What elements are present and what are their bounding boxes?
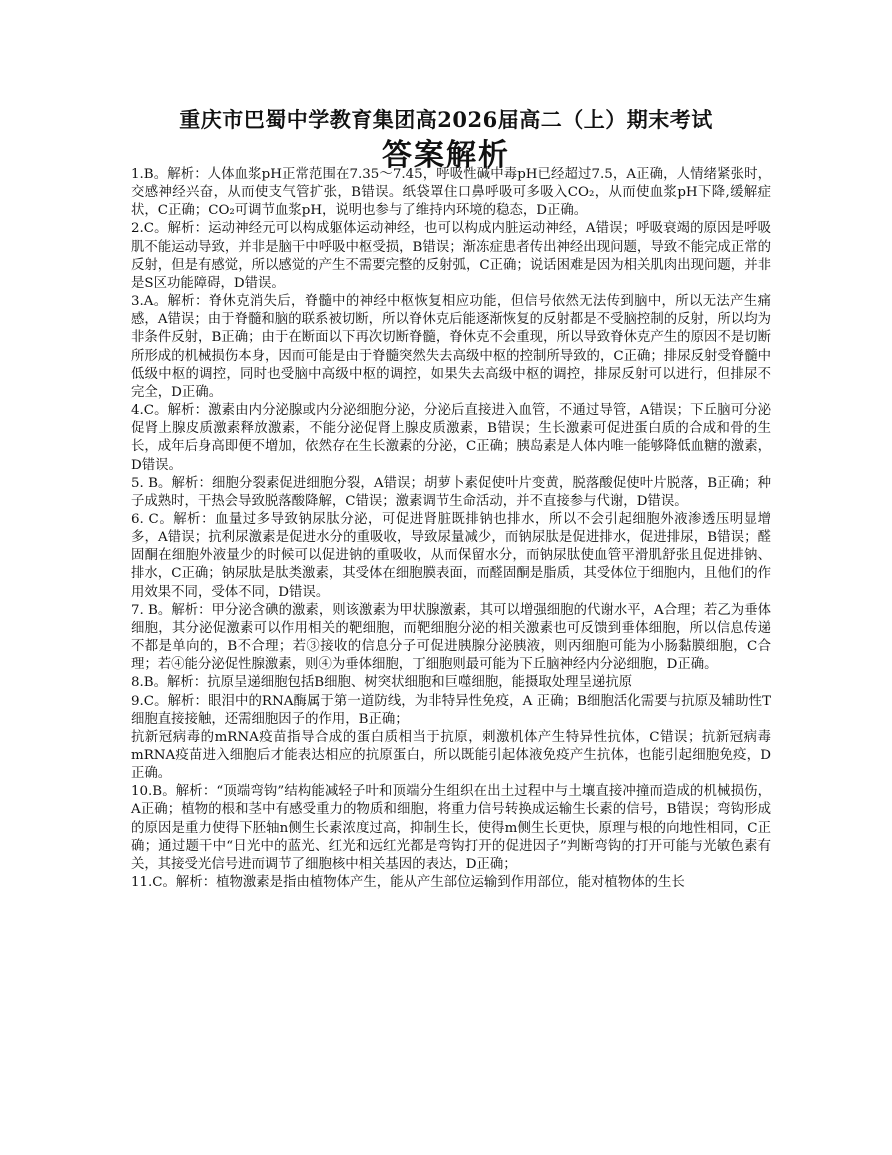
answer-paragraph-9: 9.C。解析：眼泪中的RNA酶属于第一道防线，为非特异性免疫，A 正确；B细胞活化需要与抗原及辅助性T细胞直接接触，还需细胞因子的作用，B正确；	[131, 693, 771, 727]
answer-paragraph-7: 7. B。解析：甲分泌含碘的激素，则该激素为甲状腺激素，其可以增强细胞的代谢水平，A合理；若乙为垂体细胞，其分泌促激素可以作用相关的靶细胞，而靶细胞分泌的相关激素也可反馈到垂体细胞，所以信息传递不都是单向的，B不合理；若③接收的信息分子可促进胰腺分泌胰液，则丙细胞可能为小肠黏膜细胞，C合理；若④能分泌促性腺激素，则④为垂体细胞，丁细胞则最可能为下丘脑神经内分泌细胞，D正确。	[131, 602, 771, 673]
answer-body	[131, 166, 771, 892]
answer-paragraph-9-continued: 抗新冠病毒的mRNA疫苗指导合成的蛋白质相当于抗原，刺激机体产生特异性抗体，C错误；抗新冠病毒mRNA疫苗进入细胞后才能表达相应的抗原蛋白，所以既能引起体液免疫产生抗体，也能引起细胞免疫，D正确。	[131, 729, 771, 782]
answer-paragraph-11: 11.C。解析：植物激素是指由植物体产生，能从产生部位运输到作用部位，能对植物体的生长	[131, 875, 685, 891]
answer-paragraph-1: 1.B。解析：人体血浆pH正常范围在7.35～7.45，呼吸性碱中毒pH已经超过7.5，A正确，人情绪紧张时，交感神经兴奋，从而使支气管扩张，B错误。纸袋罩住口鼻呼吸可多吸入CO₂，从而使血浆pH下降,缓解症状，C正确；CO₂可调节血浆pH，说明也参与了维持内环境的稳态，D正确。	[131, 167, 771, 219]
answer-paragraph-6: 6. C。解析：血量过多导致钠尿肽分泌，可促进肾脏既排钠也排水，所以不会引起细胞外液渗透压明显增多，A错误；抗利尿激素是促进水分的重吸收，导致尿量减少，而钠尿肽是促进排水，促进排尿，B错误；醛固酮在细胞外液量少的时候可以促进钠的重吸收，从而保留水分，而钠尿肽使血管平滑肌舒张且促进排钠、排水，C正确；钠尿肽是肽类激素，其受体在细胞膜表面，而醛固酮是脂质，其受体位于细胞内，且他们的作用效果不同，受体不同，D错误。	[131, 511, 771, 600]
answer-paragraph-10: 10.B。解析：“顶端弯钩”结构能减轻子叶和顶端分生组织在出土过程中与土壤直接冲撞而造成的机械损伤，A正确；植物的根和茎中有感受重力的物质和细胞，将重力信号转换成运输生长素的信号，B错误；弯钩形成的原因是重力使得下胚轴n侧生长素浓度过高，抑制生长，使得m侧生长更快，原理与根的向地性相同，C正确；通过题干中“日光中的蓝光、红光和远红光都是弯钩打开的促进因子”判断弯钩的打开可能与光敏色素有关，其接受光信号进而调节了细胞核中相关基因的表达，D正确；	[131, 784, 771, 872]
answer-paragraph-5: 5. B。解析：细胞分裂素促进细胞分裂，A错误；胡萝卜素促使叶片变黄，脱落酸促使叶片脱落，B正确；种子成熟时，干热会导致脱落酸降解，C错误；激素调节生命活动，并不直接参与代谢，D错误。	[131, 475, 771, 509]
answer-paragraph-8: 8.B。解析：抗原呈递细胞包括B细胞、树突状细胞和巨噬细胞，能摄取处理呈递抗原	[131, 675, 633, 691]
answer-paragraph-4: 4.C。解析：激素由内分泌腺或内分泌细胞分泌，分泌后直接进入血管，不通过导管，A错误；下丘脑可分泌促肾上腺皮质激素释放激素，不能分泌促肾上腺皮质激素，B错误；生长激素可促进蛋白质的合成和骨的生长，成年后身高即便不增加，依然存在生长激素的分泌，C正确；胰岛素是人体内唯一能够降低血糖的激素，D错误。	[131, 403, 771, 473]
answer-paragraph-3: 3.A。解析：脊休克消失后，脊髓中的神经中枢恢复相应功能，但信号依然无法传到脑中，所以无法产生痛感，A错误；由于脊髓和脑的联系被切断，所以脊休克后能逐渐恢复的反射都是不受脑控制的反射，所以均为非条件反射，B正确；由于在断面以下再次切断脊髓，脊休克不会重现，所以导致脊休克产生的原因不是切断所形成的机械损伤本身，因而可能是由于脊髓突然失去高级中枢的控制所导致的，C正确；排尿反射受脊髓中低级中枢的调控，同时也受脑中高级中枢的调控，如果失去高级中枢的调控，排尿反射可以进行，但排尿不完全，D正确。	[131, 294, 771, 400]
document-subtitle: 答案解析	[382, 138, 510, 173]
answer-paragraph-2: 2.C。解析：运动神经元可以构成躯体运动神经，也可以构成内脏运动神经，A错误；呼吸衰竭的原因是呼吸肌不能运动导致，并非是脑干中呼吸中枢受损，B错误；渐冻症患者传出神经出现问题，导致不能完成正常的反射，但是有感觉，所以感觉的产生不需要完整的反射弧，C正确；说话困难是因为相关肌肉出现问题，并非是S区功能障碍，D错误。	[131, 221, 771, 291]
document-title: 重庆市巴蜀中学教育集团高2026届高二（上）期末考试	[179, 107, 713, 132]
